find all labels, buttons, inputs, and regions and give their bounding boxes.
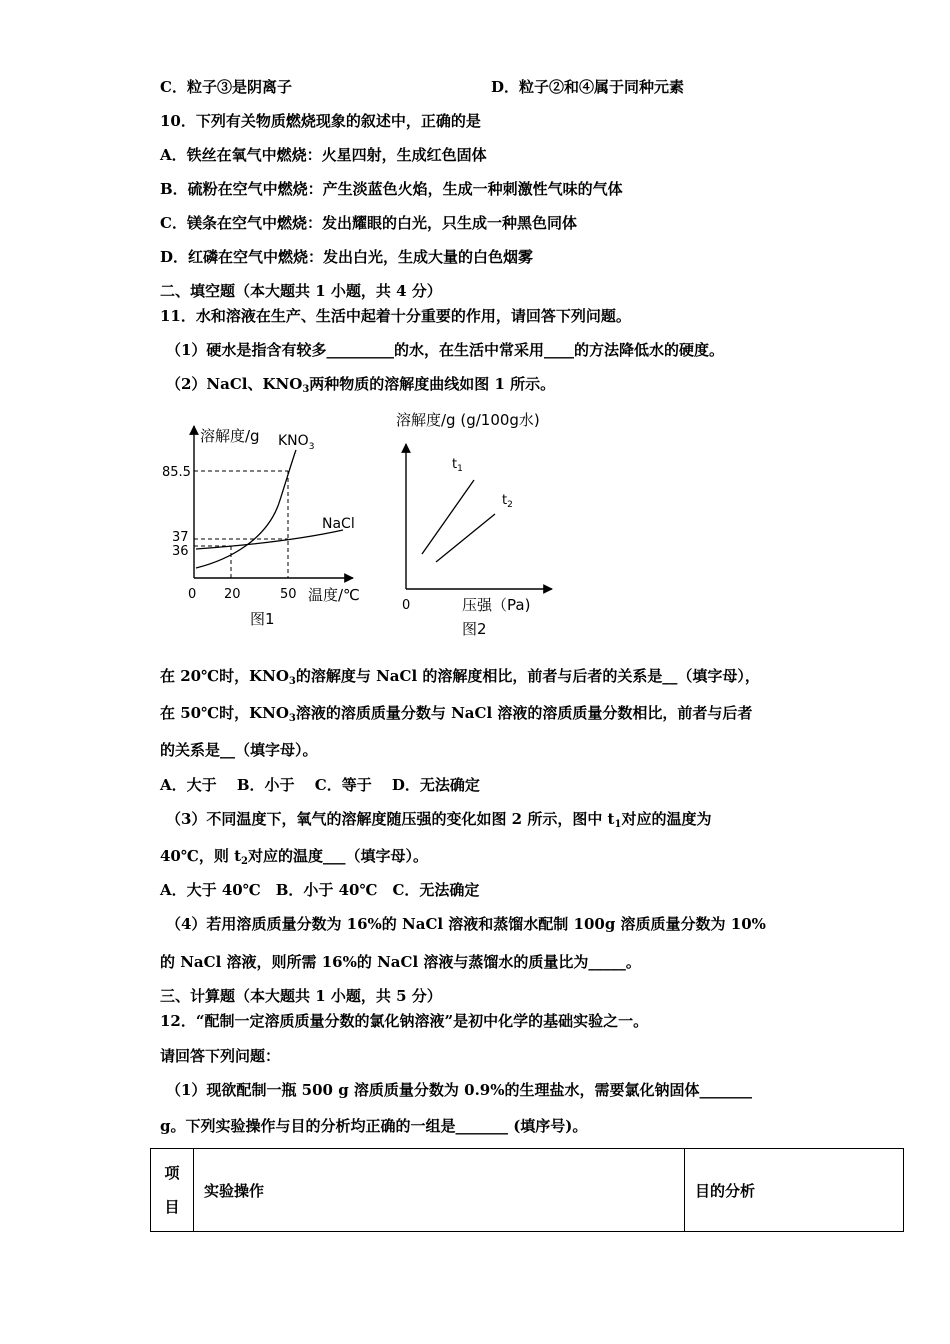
table-header-row [151, 1149, 904, 1232]
q11-part2: （2）NaCl、$KNO_3$两种物质的溶解度曲线如图 1 所示。 [166, 375, 556, 395]
figure-2-oxygen-solubility [392, 406, 557, 638]
q11-part3: （3）不同温度下，氧气的溶解度随压强的变化如图 2 所示，图中 $t_1$对应的温度为 [166, 810, 712, 830]
table-header-operation: 实验操作 [194, 1149, 685, 1232]
t1-line [422, 480, 474, 554]
fig1-kno3-label: $KNO_3$ [278, 433, 315, 452]
table-header-item: 项 目 [151, 1149, 194, 1232]
q10-option-b: B．硫粉在空气中燃烧：产生淡蓝色火焰，生成一种刺激性气味的气体 [160, 180, 623, 198]
fig1-xtick-0: 0 [188, 587, 197, 602]
fig1-ytick-36: 36 [172, 544, 189, 559]
kno3-curve [196, 450, 296, 568]
q12-part1-cont: g。下列实验操作与目的分析均正确的一组是_______ (填序号)。 [160, 1117, 588, 1135]
q12-part1: （1）现欲配制一瓶 500 g 溶质质量分数为 0.9%的生理盐水，需要氯化钠固体_______ [166, 1081, 752, 1099]
experiment-table [150, 1148, 904, 1232]
q10-option-a: A．铁丝在氧气中燃烧：火星四射，生成红色固体 [160, 146, 487, 164]
q11-options-2: A．大于 40℃ B．小于 40℃ C．无法确定 [160, 881, 480, 899]
fig2-origin: 0 [402, 598, 411, 613]
fig2-y-label: 溶解度/g (g/100g水) [396, 411, 540, 429]
q12-stem: 12．“配制一定溶质质量分数的氯化钠溶液”是初中化学的基础实验之一。 [160, 1012, 649, 1030]
q11-part1: （1）硬水是指含有较多_________的水，在生活中常采用____的方法降低水的硬度。 [166, 341, 724, 359]
q10-option-d: D．红磷在空气中燃烧：发出白光，生成大量的白色烟雾 [160, 248, 534, 266]
section-3-heading: 三、计算题（本大题共 1 小题，共 5 分） [160, 987, 442, 1005]
q10-stem: 10．下列有关物质燃烧现象的叙述中，正确的是 [160, 112, 481, 130]
q11-stem: 11．水和溶液在生产、生活中起着十分重要的作用，请回答下列问题。 [160, 307, 631, 325]
q11-20c-line: 在 20℃时，$KNO_3$的溶解度与 NaCl 的溶解度相比，前者与后者的关系是__（填字母）， [160, 667, 760, 687]
fig1-caption: 图1 [250, 610, 275, 628]
q11-part4-cont: 的 NaCl 溶液，则所需 16%的 NaCl 溶液与蒸馏水的质量比为_____。 [160, 953, 641, 971]
q12-ask: 请回答下列问题： [160, 1047, 281, 1065]
q11-relation-line: 的关系是__（填字母）。 [160, 741, 318, 759]
q11-50c-line: 在 50℃时，$KNO_3$溶液的溶质质量分数与 NaCl 溶液的溶质质量分数相比，前者与后者 [160, 704, 753, 724]
q9-option-d: D．粒子②和④属于同种元素 [491, 78, 685, 96]
table-header-analysis: 目的分析 [685, 1149, 904, 1232]
q11-part3-cont: 40℃，则 $t_2$对应的温度___（填字母）。 [160, 847, 428, 867]
fig1-nacl-label: NaCl [322, 516, 355, 532]
fig1-xtick-50: 50 [280, 587, 297, 602]
q9-option-c: C．粒子③是阴离子 [160, 78, 292, 96]
fig1-x-label: 温度/℃ [308, 586, 360, 604]
fig1-y-label: 溶解度/g [200, 427, 260, 445]
fig2-x-label: 压强（Pa) [462, 596, 531, 614]
fig2-caption: 图2 [462, 620, 487, 638]
fig2-t1-label: $t_1$ [452, 457, 463, 474]
q10-option-c: C．镁条在空气中燃烧：发出耀眼的白光，只生成一种黑色同体 [160, 214, 577, 232]
fig1-ytick-37: 37 [172, 530, 189, 545]
fig2-t2-label: $t_2$ [502, 493, 513, 510]
q11-options-1: A．大于 B．小于 C．等于 D．无法确定 [160, 776, 480, 794]
q11-part4: （4）若用溶质质量分数为 16%的 NaCl 溶液和蒸馏水配制 100g 溶质质量分数为 10% [166, 915, 766, 933]
fig1-xtick-20: 20 [224, 587, 241, 602]
fig1-ytick-85-5: 85.5 [162, 465, 191, 480]
section-2-heading: 二、填空题（本大题共 1 小题，共 4 分） [160, 282, 442, 300]
figure-1-solubility-curve [158, 410, 378, 636]
